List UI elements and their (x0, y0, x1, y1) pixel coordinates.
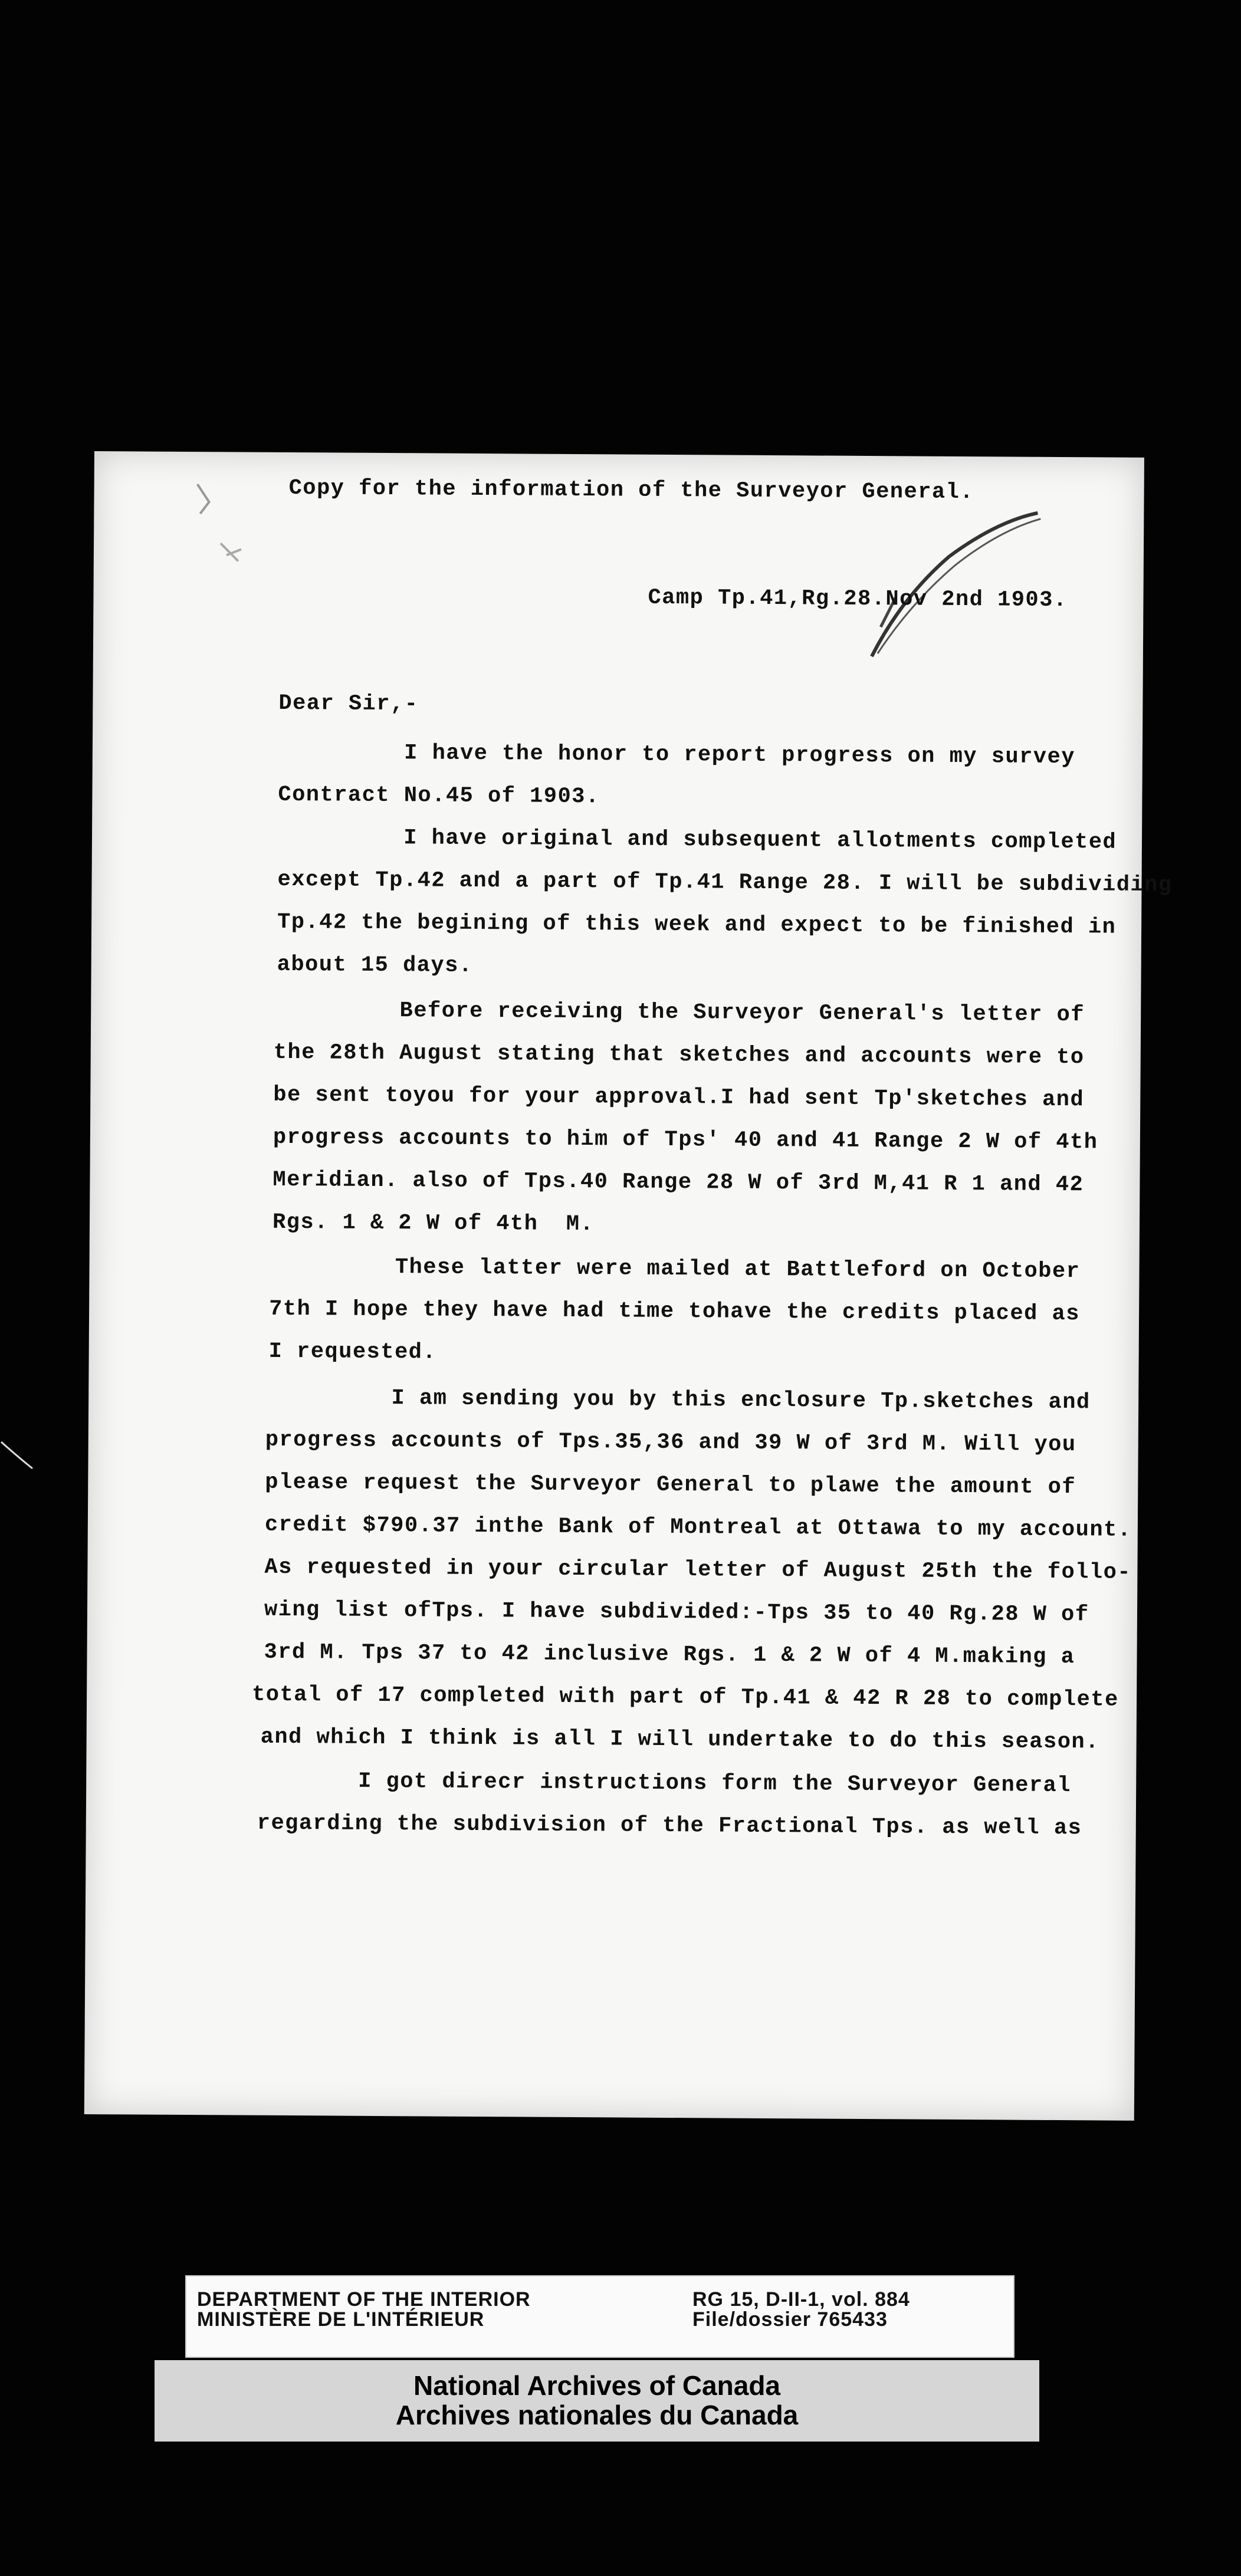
body-line: I got direcr instructions form the Surveyor General (260, 1768, 1072, 1799)
archive-label (155, 2360, 1039, 2442)
record-group-reference: RG 15, D-II-1, vol. 884 (692, 2288, 910, 2311)
archive-name-fr: Archives nationales du Canada (395, 2400, 799, 2430)
body-line: the 28th August stating that sketches and accounts were to (273, 1040, 1085, 1070)
body-line: progress accounts to him of Tps' 40 and 41 Range 2 W of 4th (273, 1125, 1098, 1155)
body-line: Meridian. also of Tps.40 Range 28 W of 3rd M,41 R 1 and 42 (273, 1167, 1084, 1198)
pencil-check-mark (860, 509, 1050, 663)
file-number: File/dossier 765433 (692, 2308, 888, 2331)
department-name-fr: MINISTÈRE DE L'INTÉRIEUR (197, 2308, 485, 2331)
letter-salutation: Dear Sir,- (278, 691, 419, 717)
margin-pencil-mark (185, 478, 251, 573)
archival-reference-stamp (185, 2275, 1015, 2358)
copy-notation: Copy for the information of the Surveyor General. (288, 476, 974, 505)
body-line: I am sending you by this enclosure Tp.sketches and (265, 1385, 1091, 1415)
body-line: As requested in your circular letter of August 25th the follo- (264, 1555, 1132, 1585)
letter-dateline: Camp Tp.41,Rg.28.Nov 2nd 1903. (648, 585, 1068, 613)
body-line: Rgs. 1 & 2 W of 4th M. (272, 1210, 595, 1237)
body-line: please request the Surveyor General to plawe the amount of (265, 1470, 1076, 1500)
body-line: Contract No.45 of 1903. (278, 782, 600, 810)
body-line: I requested. (268, 1339, 437, 1365)
body-line: Tp.42 the begining of this week and expect to be finished in (277, 909, 1117, 940)
scan-edge-mark (0, 1439, 35, 1474)
body-line: and which I think is all I will undertake to do this season. (260, 1724, 1100, 1755)
body-line: 7th I hope they have had time tohave the credits placed as (268, 1296, 1081, 1327)
body-line: I have original and subsequent allotments completed (277, 824, 1117, 855)
body-line: be sent toyou for your approval.I had sent Tp'sketches and (273, 1082, 1085, 1113)
body-line: regarding the subdivision of the Fractional Tps. as well as (257, 1811, 1082, 1841)
body-line: progress accounts of Tps.35,36 and 39 W of 3rd M. Will you (265, 1427, 1076, 1458)
body-line: These latter were mailed at Battleford on October (269, 1254, 1081, 1284)
body-line: wing list ofTps. I have subdivided:-Tps 35 to 40 Rg.28 W of (264, 1597, 1089, 1628)
body-line: Before receiving the Surveyor General's letter of (274, 997, 1085, 1028)
letter-page (84, 451, 1173, 2121)
body-line: I have the honor to report progress on my survey (278, 740, 1076, 770)
department-name (197, 2289, 531, 2329)
department-name-en: DEPARTMENT OF THE INTERIOR (197, 2288, 531, 2311)
body-line: credit $790.37 inthe Bank of Montreal at Ottawa to my account. (264, 1512, 1132, 1543)
file-reference (692, 2289, 910, 2329)
body-line: about 15 days. (277, 952, 473, 978)
body-line: except Tp.42 and a part of Tp.41 Range 28. I will be subdividing (277, 867, 1173, 898)
archive-name-en: National Archives of Canada (413, 2370, 780, 2401)
body-line: 3rd M. Tps 37 to 42 inclusive Rgs. 1 & 2 W of 4 M.making a (264, 1639, 1075, 1670)
body-line: total of 17 completed with part of Tp.41 & 42 R 28 to complete (251, 1682, 1119, 1713)
